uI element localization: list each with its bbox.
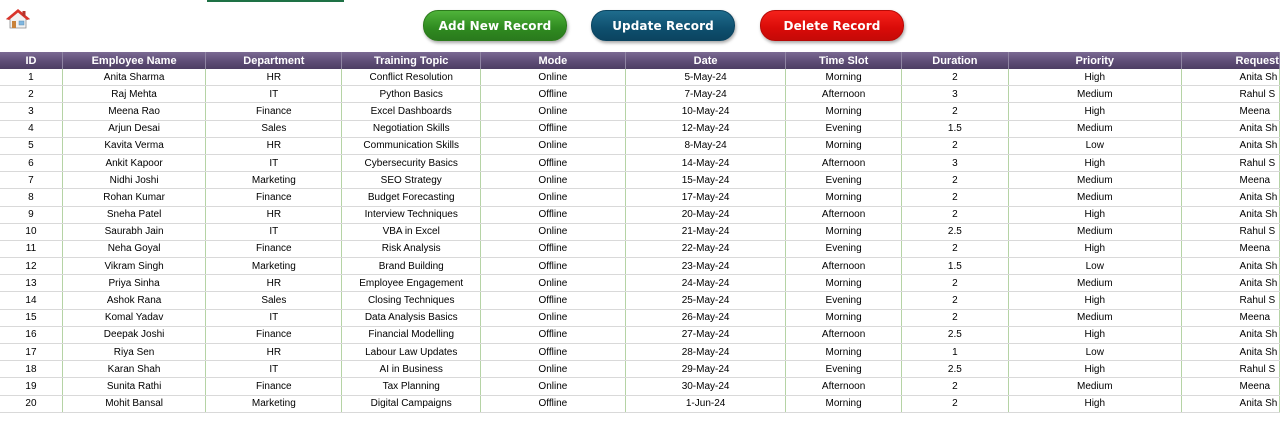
cell-id[interactable]: 15: [0, 309, 62, 326]
cell-date[interactable]: 20-May-24: [625, 206, 786, 223]
cell-department[interactable]: IT: [206, 154, 342, 171]
table-row[interactable]: [0, 154, 1280, 171]
cell-department[interactable]: HR: [206, 275, 342, 292]
cell-employee-name[interactable]: Komal Yadav: [62, 309, 205, 326]
cell-duration[interactable]: 2: [901, 172, 1008, 189]
update-record-button[interactable]: Update Record: [591, 10, 735, 41]
table-row[interactable]: [0, 206, 1280, 223]
cell-time-slot[interactable]: Evening: [786, 292, 901, 309]
cell-request[interactable]: Anita Sh: [1181, 137, 1279, 154]
cell-mode[interactable]: Offline: [481, 240, 626, 257]
cell-training-topic[interactable]: Tax Planning: [342, 378, 481, 395]
cell-mode[interactable]: Online: [481, 309, 626, 326]
cell-employee-name[interactable]: Raj Mehta: [62, 86, 205, 103]
cell-mode[interactable]: Offline: [481, 86, 626, 103]
cell-duration[interactable]: 3: [901, 154, 1008, 171]
cell-duration[interactable]: 2.5: [901, 326, 1008, 343]
cell-id[interactable]: 10: [0, 223, 62, 240]
cell-date[interactable]: 22-May-24: [625, 240, 786, 257]
table-row[interactable]: [0, 378, 1280, 395]
cell-time-slot[interactable]: Morning: [786, 69, 901, 86]
table-row[interactable]: [0, 172, 1280, 189]
cell-duration[interactable]: 2: [901, 395, 1008, 412]
cell-time-slot[interactable]: Morning: [786, 309, 901, 326]
table-row[interactable]: [0, 326, 1280, 343]
delete-record-button[interactable]: Delete Record: [760, 10, 904, 41]
column-header-department[interactable]: Department: [206, 52, 342, 69]
cell-mode[interactable]: Online: [481, 103, 626, 120]
cell-id[interactable]: 20: [0, 395, 62, 412]
cell-employee-name[interactable]: Ankit Kapoor: [62, 154, 205, 171]
cell-duration[interactable]: 1: [901, 344, 1008, 361]
cell-training-topic[interactable]: VBA in Excel: [342, 223, 481, 240]
home-icon[interactable]: [6, 8, 30, 30]
cell-mode[interactable]: Online: [481, 69, 626, 86]
cell-request[interactable]: Meena: [1181, 172, 1279, 189]
cell-date[interactable]: 27-May-24: [625, 326, 786, 343]
cell-duration[interactable]: 2: [901, 189, 1008, 206]
cell-time-slot[interactable]: Morning: [786, 275, 901, 292]
table-row[interactable]: [0, 69, 1280, 86]
cell-request[interactable]: Rahul S: [1181, 154, 1279, 171]
cell-department[interactable]: HR: [206, 69, 342, 86]
cell-training-topic[interactable]: Python Basics: [342, 86, 481, 103]
cell-request[interactable]: Anita Sh: [1181, 120, 1279, 137]
table-row[interactable]: [0, 120, 1280, 137]
cell-duration[interactable]: 2: [901, 69, 1008, 86]
column-header-date[interactable]: Date: [625, 52, 786, 69]
cell-mode[interactable]: Offline: [481, 120, 626, 137]
cell-department[interactable]: Sales: [206, 292, 342, 309]
cell-priority[interactable]: High: [1009, 103, 1182, 120]
cell-priority[interactable]: Low: [1009, 258, 1182, 275]
cell-time-slot[interactable]: Morning: [786, 223, 901, 240]
cell-department[interactable]: Finance: [206, 189, 342, 206]
cell-duration[interactable]: 2: [901, 103, 1008, 120]
table-row[interactable]: [0, 240, 1280, 257]
cell-employee-name[interactable]: Priya Sinha: [62, 275, 205, 292]
cell-duration[interactable]: 2: [901, 240, 1008, 257]
cell-priority[interactable]: Medium: [1009, 189, 1182, 206]
cell-priority[interactable]: Medium: [1009, 309, 1182, 326]
cell-request[interactable]: Anita Sh: [1181, 275, 1279, 292]
cell-department[interactable]: Sales: [206, 120, 342, 137]
table-row[interactable]: [0, 103, 1280, 120]
cell-date[interactable]: 24-May-24: [625, 275, 786, 292]
cell-request[interactable]: Anita Sh: [1181, 395, 1279, 412]
cell-date[interactable]: 21-May-24: [625, 223, 786, 240]
cell-priority[interactable]: High: [1009, 326, 1182, 343]
table-row[interactable]: [0, 309, 1280, 326]
cell-id[interactable]: 2: [0, 86, 62, 103]
cell-department[interactable]: HR: [206, 137, 342, 154]
cell-mode[interactable]: Online: [481, 223, 626, 240]
cell-request[interactable]: Meena: [1181, 309, 1279, 326]
cell-priority[interactable]: Medium: [1009, 378, 1182, 395]
cell-priority[interactable]: High: [1009, 361, 1182, 378]
cell-training-topic[interactable]: Excel Dashboards: [342, 103, 481, 120]
cell-duration[interactable]: 2: [901, 137, 1008, 154]
cell-id[interactable]: 19: [0, 378, 62, 395]
cell-id[interactable]: 6: [0, 154, 62, 171]
add-new-record-button[interactable]: Add New Record: [423, 10, 567, 41]
cell-training-topic[interactable]: Financial Modelling: [342, 326, 481, 343]
cell-request[interactable]: Anita Sh: [1181, 258, 1279, 275]
cell-date[interactable]: 5-May-24: [625, 69, 786, 86]
cell-training-topic[interactable]: SEO Strategy: [342, 172, 481, 189]
cell-mode[interactable]: Offline: [481, 258, 626, 275]
cell-mode[interactable]: Online: [481, 189, 626, 206]
cell-date[interactable]: 29-May-24: [625, 361, 786, 378]
cell-priority[interactable]: Medium: [1009, 86, 1182, 103]
cell-date[interactable]: 28-May-24: [625, 344, 786, 361]
cell-department[interactable]: IT: [206, 309, 342, 326]
cell-date[interactable]: 25-May-24: [625, 292, 786, 309]
cell-employee-name[interactable]: Kavita Verma: [62, 137, 205, 154]
cell-priority[interactable]: Medium: [1009, 120, 1182, 137]
cell-id[interactable]: 8: [0, 189, 62, 206]
table-row[interactable]: [0, 275, 1280, 292]
cell-mode[interactable]: Online: [481, 275, 626, 292]
cell-department[interactable]: Marketing: [206, 258, 342, 275]
cell-employee-name[interactable]: Rohan Kumar: [62, 189, 205, 206]
cell-time-slot[interactable]: Afternoon: [786, 86, 901, 103]
cell-duration[interactable]: 1.5: [901, 120, 1008, 137]
cell-training-topic[interactable]: Risk Analysis: [342, 240, 481, 257]
cell-mode[interactable]: Online: [481, 361, 626, 378]
cell-id[interactable]: 3: [0, 103, 62, 120]
table-row[interactable]: [0, 361, 1280, 378]
cell-employee-name[interactable]: Meena Rao: [62, 103, 205, 120]
cell-id[interactable]: 14: [0, 292, 62, 309]
cell-department[interactable]: Finance: [206, 378, 342, 395]
table-row[interactable]: [0, 258, 1280, 275]
cell-training-topic[interactable]: Cybersecurity Basics: [342, 154, 481, 171]
table-row[interactable]: [0, 344, 1280, 361]
cell-department[interactable]: IT: [206, 223, 342, 240]
cell-department[interactable]: IT: [206, 361, 342, 378]
cell-time-slot[interactable]: Morning: [786, 103, 901, 120]
cell-request[interactable]: Anita Sh: [1181, 69, 1279, 86]
cell-department[interactable]: HR: [206, 344, 342, 361]
cell-department[interactable]: IT: [206, 86, 342, 103]
table-body: [0, 69, 1280, 412]
cell-priority[interactable]: Low: [1009, 344, 1182, 361]
cell-employee-name[interactable]: Ashok Rana: [62, 292, 205, 309]
cell-employee-name[interactable]: Riya Sen: [62, 344, 205, 361]
cell-id[interactable]: 7: [0, 172, 62, 189]
cell-date[interactable]: 14-May-24: [625, 154, 786, 171]
cell-priority[interactable]: High: [1009, 292, 1182, 309]
cell-duration[interactable]: 2.5: [901, 361, 1008, 378]
table-row[interactable]: [0, 395, 1280, 412]
cell-date[interactable]: 12-May-24: [625, 120, 786, 137]
cell-training-topic[interactable]: Negotiation Skills: [342, 120, 481, 137]
table-row[interactable]: [0, 292, 1280, 309]
cell-priority[interactable]: Medium: [1009, 223, 1182, 240]
cell-id[interactable]: 5: [0, 137, 62, 154]
cell-priority[interactable]: High: [1009, 395, 1182, 412]
column-header-training-topic[interactable]: Training Topic: [342, 52, 481, 69]
cell-training-topic[interactable]: Interview Techniques: [342, 206, 481, 223]
cell-duration[interactable]: 1.5: [901, 258, 1008, 275]
cell-id[interactable]: 11: [0, 240, 62, 257]
cell-priority[interactable]: High: [1009, 240, 1182, 257]
cell-training-topic[interactable]: Employee Engagement: [342, 275, 481, 292]
cell-mode[interactable]: Offline: [481, 344, 626, 361]
cell-employee-name[interactable]: Arjun Desai: [62, 120, 205, 137]
table-row[interactable]: [0, 189, 1280, 206]
table-row[interactable]: [0, 86, 1280, 103]
cell-training-topic[interactable]: Digital Campaigns: [342, 395, 481, 412]
column-header-mode[interactable]: Mode: [481, 52, 626, 69]
cell-employee-name[interactable]: Anita Sharma: [62, 69, 205, 86]
cell-duration[interactable]: 2: [901, 275, 1008, 292]
cell-duration[interactable]: 2: [901, 206, 1008, 223]
cell-request[interactable]: Rahul S: [1181, 223, 1279, 240]
cell-training-topic[interactable]: Data Analysis Basics: [342, 309, 481, 326]
training-records-table: [0, 52, 1280, 413]
column-header-time-slot[interactable]: Time Slot: [786, 52, 901, 69]
cell-time-slot[interactable]: Afternoon: [786, 154, 901, 171]
cell-time-slot[interactable]: Evening: [786, 240, 901, 257]
cell-mode[interactable]: Offline: [481, 206, 626, 223]
cell-training-topic[interactable]: Budget Forecasting: [342, 189, 481, 206]
cell-id[interactable]: 17: [0, 344, 62, 361]
cell-mode[interactable]: Offline: [481, 154, 626, 171]
cell-date[interactable]: 1-Jun-24: [625, 395, 786, 412]
cell-duration[interactable]: 2.5: [901, 223, 1008, 240]
cell-time-slot[interactable]: Morning: [786, 137, 901, 154]
cell-department[interactable]: Finance: [206, 326, 342, 343]
cell-request[interactable]: Meena: [1181, 103, 1279, 120]
cell-time-slot[interactable]: Afternoon: [786, 326, 901, 343]
cell-request[interactable]: Rahul S: [1181, 361, 1279, 378]
cell-id[interactable]: 9: [0, 206, 62, 223]
cell-date[interactable]: 15-May-24: [625, 172, 786, 189]
cell-time-slot[interactable]: Evening: [786, 172, 901, 189]
cell-time-slot[interactable]: Evening: [786, 361, 901, 378]
cell-mode[interactable]: Online: [481, 137, 626, 154]
table-row[interactable]: [0, 223, 1280, 240]
cell-duration[interactable]: 2: [901, 309, 1008, 326]
cell-request[interactable]: Meena: [1181, 378, 1279, 395]
cell-time-slot[interactable]: Evening: [786, 120, 901, 137]
cell-priority[interactable]: Medium: [1009, 275, 1182, 292]
cell-id[interactable]: 4: [0, 120, 62, 137]
cell-time-slot[interactable]: Morning: [786, 395, 901, 412]
cell-training-topic[interactable]: Brand Building: [342, 258, 481, 275]
table-header-row: [0, 52, 1280, 69]
cell-department[interactable]: HR: [206, 206, 342, 223]
column-header-priority[interactable]: Priority: [1009, 52, 1182, 69]
cell-department[interactable]: Marketing: [206, 395, 342, 412]
cell-id[interactable]: 18: [0, 361, 62, 378]
cell-time-slot[interactable]: Afternoon: [786, 258, 901, 275]
cell-request[interactable]: Anita Sh: [1181, 189, 1279, 206]
cell-employee-name[interactable]: Neha Goyal: [62, 240, 205, 257]
cell-training-topic[interactable]: Conflict Resolution: [342, 69, 481, 86]
cell-date[interactable]: 10-May-24: [625, 103, 786, 120]
cell-employee-name[interactable]: Nidhi Joshi: [62, 172, 205, 189]
cell-date[interactable]: 8-May-24: [625, 137, 786, 154]
cell-priority[interactable]: Low: [1009, 137, 1182, 154]
cell-training-topic[interactable]: Communication Skills: [342, 137, 481, 154]
cell-department[interactable]: Marketing: [206, 172, 342, 189]
cell-mode[interactable]: Offline: [481, 326, 626, 343]
cell-department[interactable]: Finance: [206, 103, 342, 120]
cell-request[interactable]: Anita Sh: [1181, 326, 1279, 343]
cell-request[interactable]: Rahul S: [1181, 292, 1279, 309]
cell-mode[interactable]: Online: [481, 172, 626, 189]
cell-id[interactable]: 16: [0, 326, 62, 343]
cell-date[interactable]: 7-May-24: [625, 86, 786, 103]
cell-time-slot[interactable]: Morning: [786, 344, 901, 361]
cell-duration[interactable]: 3: [901, 86, 1008, 103]
cell-date[interactable]: 26-May-24: [625, 309, 786, 326]
cell-training-topic[interactable]: AI in Business: [342, 361, 481, 378]
cell-request[interactable]: Anita Sh: [1181, 344, 1279, 361]
column-header-duration[interactable]: Duration: [901, 52, 1008, 69]
cell-employee-name[interactable]: Sneha Patel: [62, 206, 205, 223]
cell-time-slot[interactable]: Morning: [786, 189, 901, 206]
cell-time-slot[interactable]: Afternoon: [786, 206, 901, 223]
cell-id[interactable]: 13: [0, 275, 62, 292]
cell-duration[interactable]: 2: [901, 378, 1008, 395]
column-header-id[interactable]: ID: [0, 52, 62, 69]
cell-id[interactable]: 12: [0, 258, 62, 275]
column-header-request[interactable]: Request: [1181, 52, 1279, 69]
cell-employee-name[interactable]: Mohit Bansal: [62, 395, 205, 412]
cell-priority[interactable]: High: [1009, 69, 1182, 86]
cell-request[interactable]: Rahul S: [1181, 86, 1279, 103]
cell-mode[interactable]: Online: [481, 378, 626, 395]
cell-priority[interactable]: High: [1009, 154, 1182, 171]
cell-department[interactable]: Finance: [206, 240, 342, 257]
cell-employee-name[interactable]: Saurabh Jain: [62, 223, 205, 240]
table-row[interactable]: [0, 137, 1280, 154]
cell-date[interactable]: 23-May-24: [625, 258, 786, 275]
cell-duration[interactable]: 2: [901, 292, 1008, 309]
cell-training-topic[interactable]: Labour Law Updates: [342, 344, 481, 361]
column-header-employee-name[interactable]: Employee Name: [62, 52, 205, 69]
cell-employee-name[interactable]: Karan Shah: [62, 361, 205, 378]
cell-id[interactable]: 1: [0, 69, 62, 86]
cell-date[interactable]: 30-May-24: [625, 378, 786, 395]
cell-priority[interactable]: High: [1009, 206, 1182, 223]
cell-priority[interactable]: Medium: [1009, 172, 1182, 189]
cell-training-topic[interactable]: Closing Techniques: [342, 292, 481, 309]
cell-employee-name[interactable]: Vikram Singh: [62, 258, 205, 275]
cell-request[interactable]: Meena: [1181, 240, 1279, 257]
cell-date[interactable]: 17-May-24: [625, 189, 786, 206]
cell-employee-name[interactable]: Deepak Joshi: [62, 326, 205, 343]
cell-request[interactable]: Anita Sh: [1181, 206, 1279, 223]
active-cell-indicator: [207, 0, 344, 2]
cell-employee-name[interactable]: Sunita Rathi: [62, 378, 205, 395]
cell-mode[interactable]: Offline: [481, 395, 626, 412]
cell-mode[interactable]: Offline: [481, 292, 626, 309]
cell-time-slot[interactable]: Afternoon: [786, 378, 901, 395]
